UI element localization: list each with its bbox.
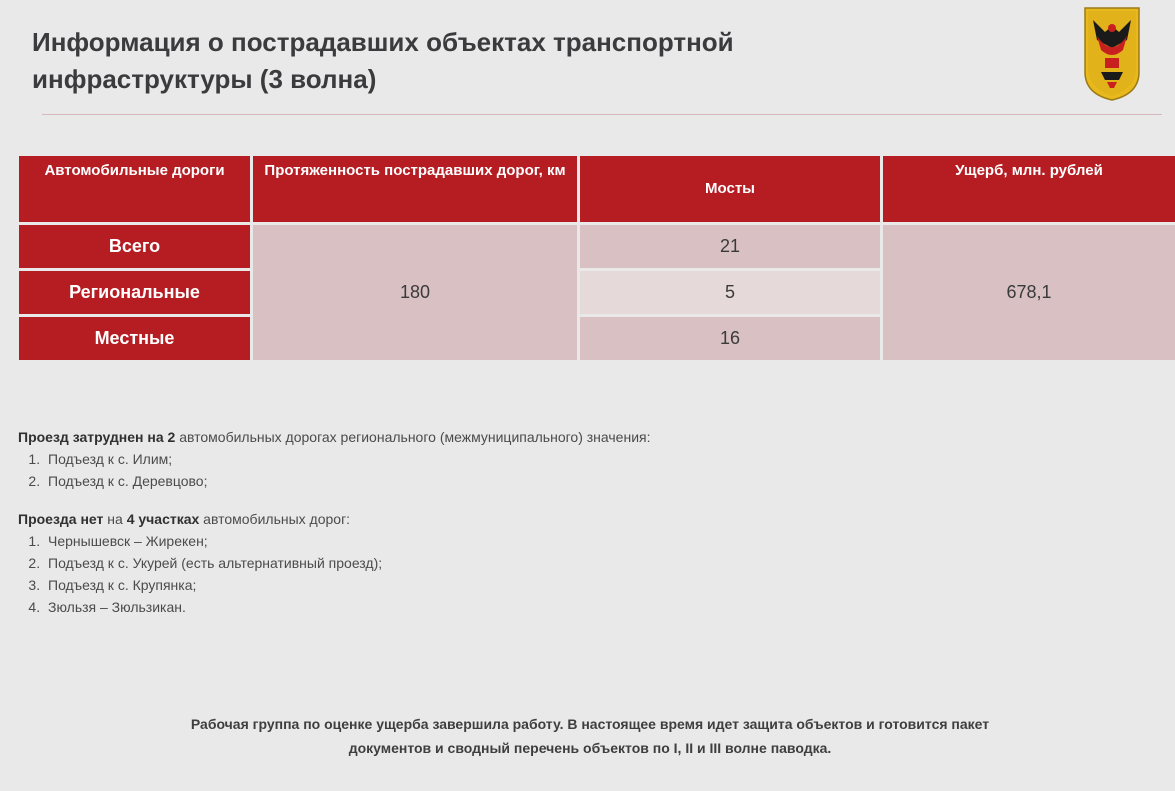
length-value: 180 [253,225,577,360]
title-divider [42,114,1162,115]
list-item: 1. Чернышевск – Жирекен; [44,530,1018,552]
bridges-total: 21 [580,225,880,268]
closed-lead-2: 4 участках [126,511,200,527]
header-bridges: Мосты [580,156,880,222]
list-item: 3. Подъезд к с. Крупянка; [44,574,1018,596]
closed-list [18,530,1018,618]
footer-line-1: Рабочая группа по оценке ущерба завершила работу. В настоящее время идет защита объектов и готовится пакет [190,716,990,732]
difficult-rest: автомобильных дорогах регионального (межмуниципального) значения: [175,429,651,445]
row-label-total: Всего [19,225,250,268]
list-item: 2. Подъезд к с. Деревцово; [44,470,1018,492]
list-item: 1. Подъезд к с. Илим; [44,448,1018,470]
difficult-lead: Проезд затруднен на 2 [18,429,176,445]
list-item: 2. Подъезд к с. Укурей (есть альтернативный проезд); [44,552,1018,574]
table-row [19,225,1175,268]
header-roads: Автомобильные дороги [19,156,250,222]
difficult-list [18,448,1018,492]
footer-note [10,712,1170,760]
header-length: Протяженность пострадавших дорог, км [253,156,577,222]
page-title [32,24,932,98]
title-line-2: инфраструктуры (3 волна) [32,64,377,94]
bridges-regional: 5 [580,271,880,314]
list-item: 4. Зюльзя – Зюльзикан. [44,596,1018,618]
closed-lead-1: Проезда нет [18,511,104,527]
closed-mid: на [103,511,127,527]
coat-of-arms-icon [1083,6,1141,102]
difficult-passage-heading [18,426,1018,448]
footer-line-2: документов и сводный перечень объектов по I, II и III волне паводка. [348,740,832,756]
title-line-1: Информация о пострадавших объектах транспортной [32,27,734,57]
closed-rest: автомобильных дорог: [199,511,351,527]
no-passage-heading [18,508,1018,530]
row-label-regional: Региональные [19,271,250,314]
notes-section [18,426,1018,618]
damage-table [16,153,1175,363]
bridges-local: 16 [580,317,880,360]
damage-value: 678,1 [883,225,1175,360]
header-damage: Ущерб, млн. рублей [883,156,1175,222]
row-label-local: Местные [19,317,250,360]
